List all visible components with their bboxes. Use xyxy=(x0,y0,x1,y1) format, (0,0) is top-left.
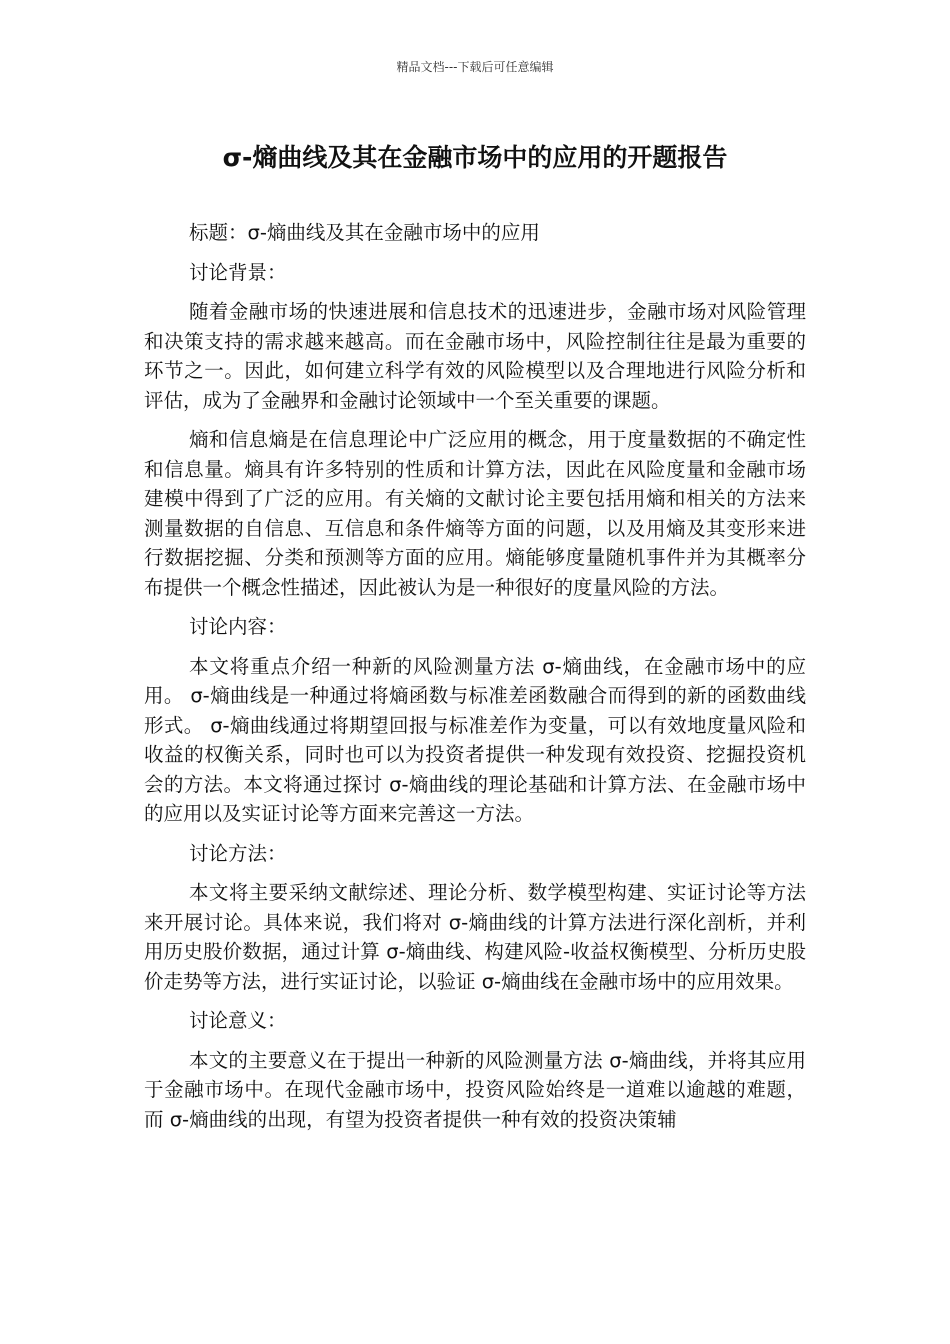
background-paragraph-1: 随着金融市场的快速进展和信息技术的迅速进步，金融市场对风险管理和决策支持的需求越来越高。而在金融市场中，风险控制往往是最为重要的环节之一。因此，如何建立科学有效的风险模型以及合理地进行风险分析和评估，成为了金融界和金融讨论领域中一个至关重要的课题。 xyxy=(144,300,806,412)
significance-paragraph-1: 本文的主要意义在于提出一种新的风险测量方法 σ-熵曲线，并将其应用于金融市场中。在现代金融市场中，投资风险始终是一道难以逾越的难题，而 σ-熵曲线的出现，有望为投资者提供一种有效的投资决策辅 xyxy=(144,1048,806,1131)
document-title: σ-熵曲线及其在金融市场中的应用的开题报告 xyxy=(222,143,728,172)
header-note: 精品文档---下载后可任意编辑 xyxy=(396,60,554,74)
background-label: 讨论背景： xyxy=(189,260,287,284)
background-paragraph-2: 熵和信息熵是在信息理论中广泛应用的概念，用于度量数据的不确定性和信息量。熵具有许多特别的性质和计算方法，因此在风险度量和金融市场建模中得到了广泛的应用。有关熵的文献讨论主要包括用熵和相关的方法来测量数据的自信息、互信息和条件熵等方面的问题，以及用熵及其变形来进行数据挖掘、分类和预测等方面的应用。熵能够度量随机事件并为其概率分布提供一个概念性描述，因此被认为是一种很好的度量风险的方法。 xyxy=(144,428,806,599)
significance-label: 讨论意义： xyxy=(189,1009,287,1032)
method-label: 讨论方法： xyxy=(189,841,287,865)
document-body xyxy=(144,218,806,1144)
content-paragraph-1: 本文将重点介绍一种新的风险测量方法 σ-熵曲线，在金融市场中的应用。 σ-熵曲线是一种通过将熵函数与标准差函数融合而得到的新的函数曲线形式。 σ-熵曲线通过将期望回报与标准差作为变量，可以有效地度量风险和收益的权衡关系，同时也可以为投资者提供一种发现有效投资、挖掘投资机会的方法。本文将通过探讨 σ-熵曲线的理论基础和计算方法、在金融市场中的应用以及实证讨论等方面来完善这一方法。 xyxy=(144,654,806,825)
content-label: 讨论内容： xyxy=(189,615,287,638)
method-paragraph-1: 本文将主要采纳文献综述、理论分析、数学模型构建、实证讨论等方法来开展讨论。具体来说，我们将对 σ-熵曲线的计算方法进行深化剖析，并利用历史股价数据，通过计算 σ-熵曲线、构建风险-收益权衡模型、分析历史股价走势等方法，进行实证讨论，以验证 σ-熵曲线在金融市场中的应用效果。 xyxy=(144,881,806,993)
topic-line: 标题：σ-熵曲线及其在金融市场中的应用 xyxy=(189,221,540,244)
